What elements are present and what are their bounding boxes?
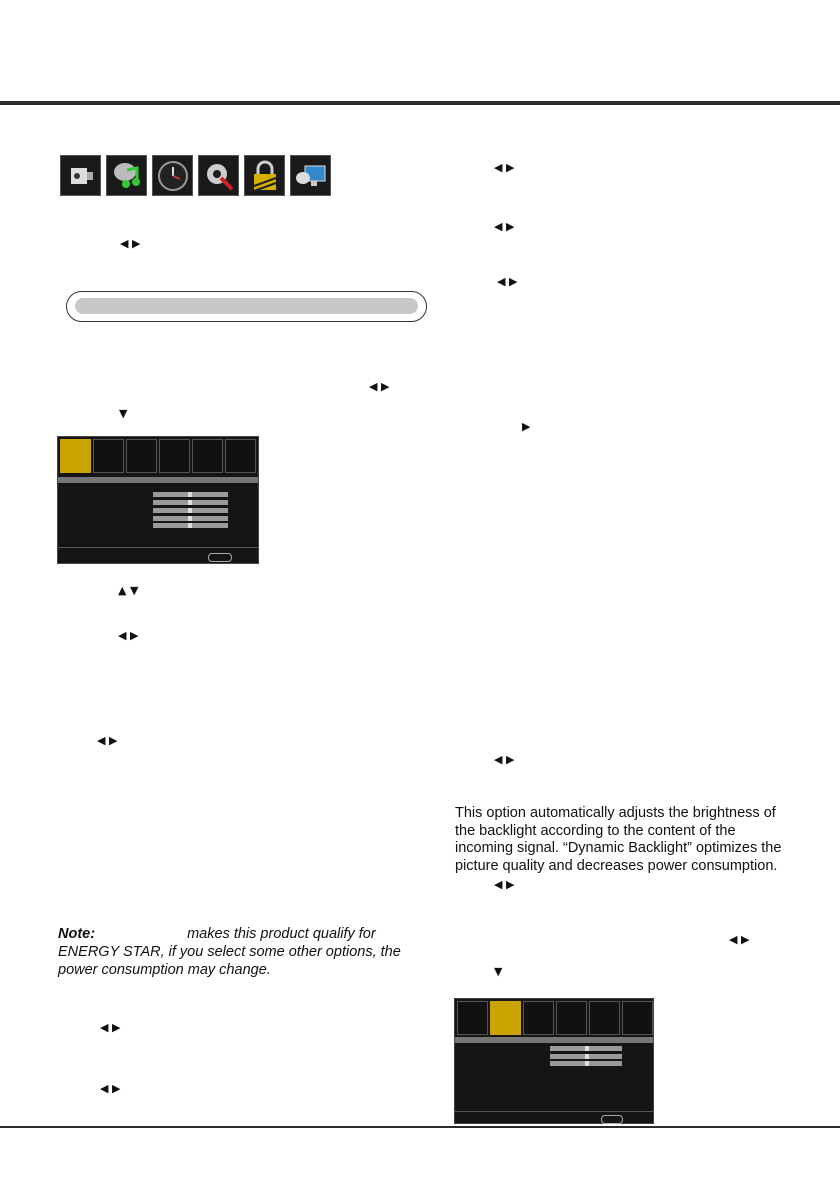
section-heading-bar — [66, 291, 427, 322]
picture-icon — [60, 155, 101, 196]
main-menu-icons — [60, 155, 331, 196]
left-right-arrows: ◀ ▶ — [497, 275, 518, 288]
left-right-arrows: ◀ ▶ — [100, 1082, 121, 1095]
down-arrow: ▼ — [119, 407, 128, 420]
time-icon — [152, 155, 193, 196]
setup-icon — [198, 155, 239, 196]
left-right-arrows: ◀ ▶ — [118, 629, 139, 642]
header-rule — [0, 101, 840, 105]
screen-icon — [290, 155, 331, 196]
picture-menu-screenshot — [57, 436, 259, 564]
left-right-arrows: ◀ ▶ — [494, 220, 515, 233]
left-right-arrows: ◀ ▶ — [100, 1021, 121, 1034]
footer-rule — [0, 1126, 840, 1128]
up-down-arrows: ▲ ▼ — [118, 584, 139, 597]
note-label: Note: — [58, 926, 96, 942]
note — [58, 925, 418, 979]
left-right-arrows: ◀ ▶ — [494, 753, 515, 766]
dynamic-backlight-paragraph: This option automatically adjusts the brightness of the backlight according to the content of the incoming signal. “Dynamic Backlight” optimizes the picture quality and decreases power consumption. — [455, 805, 782, 874]
sound-icon — [106, 155, 147, 196]
lock-icon — [244, 155, 285, 196]
left-right-arrows: ◀ ▶ — [97, 734, 118, 747]
left-right-arrows: ◀ ▶ — [120, 237, 141, 250]
left-right-arrows: ◀ ▶ — [729, 933, 750, 946]
left-right-arrows: ◀ ▶ — [494, 161, 515, 174]
note-text: makes this product qualify for ENERGY STAR, if you select some other options, the power consumption may change. — [58, 926, 401, 978]
left-right-arrows: ◀ ▶ — [369, 380, 390, 393]
sound-menu-screenshot — [454, 998, 654, 1124]
right-arrow: ▶ — [522, 420, 531, 433]
left-right-arrows: ◀ ▶ — [494, 878, 515, 891]
down-arrow: ▼ — [494, 965, 503, 978]
